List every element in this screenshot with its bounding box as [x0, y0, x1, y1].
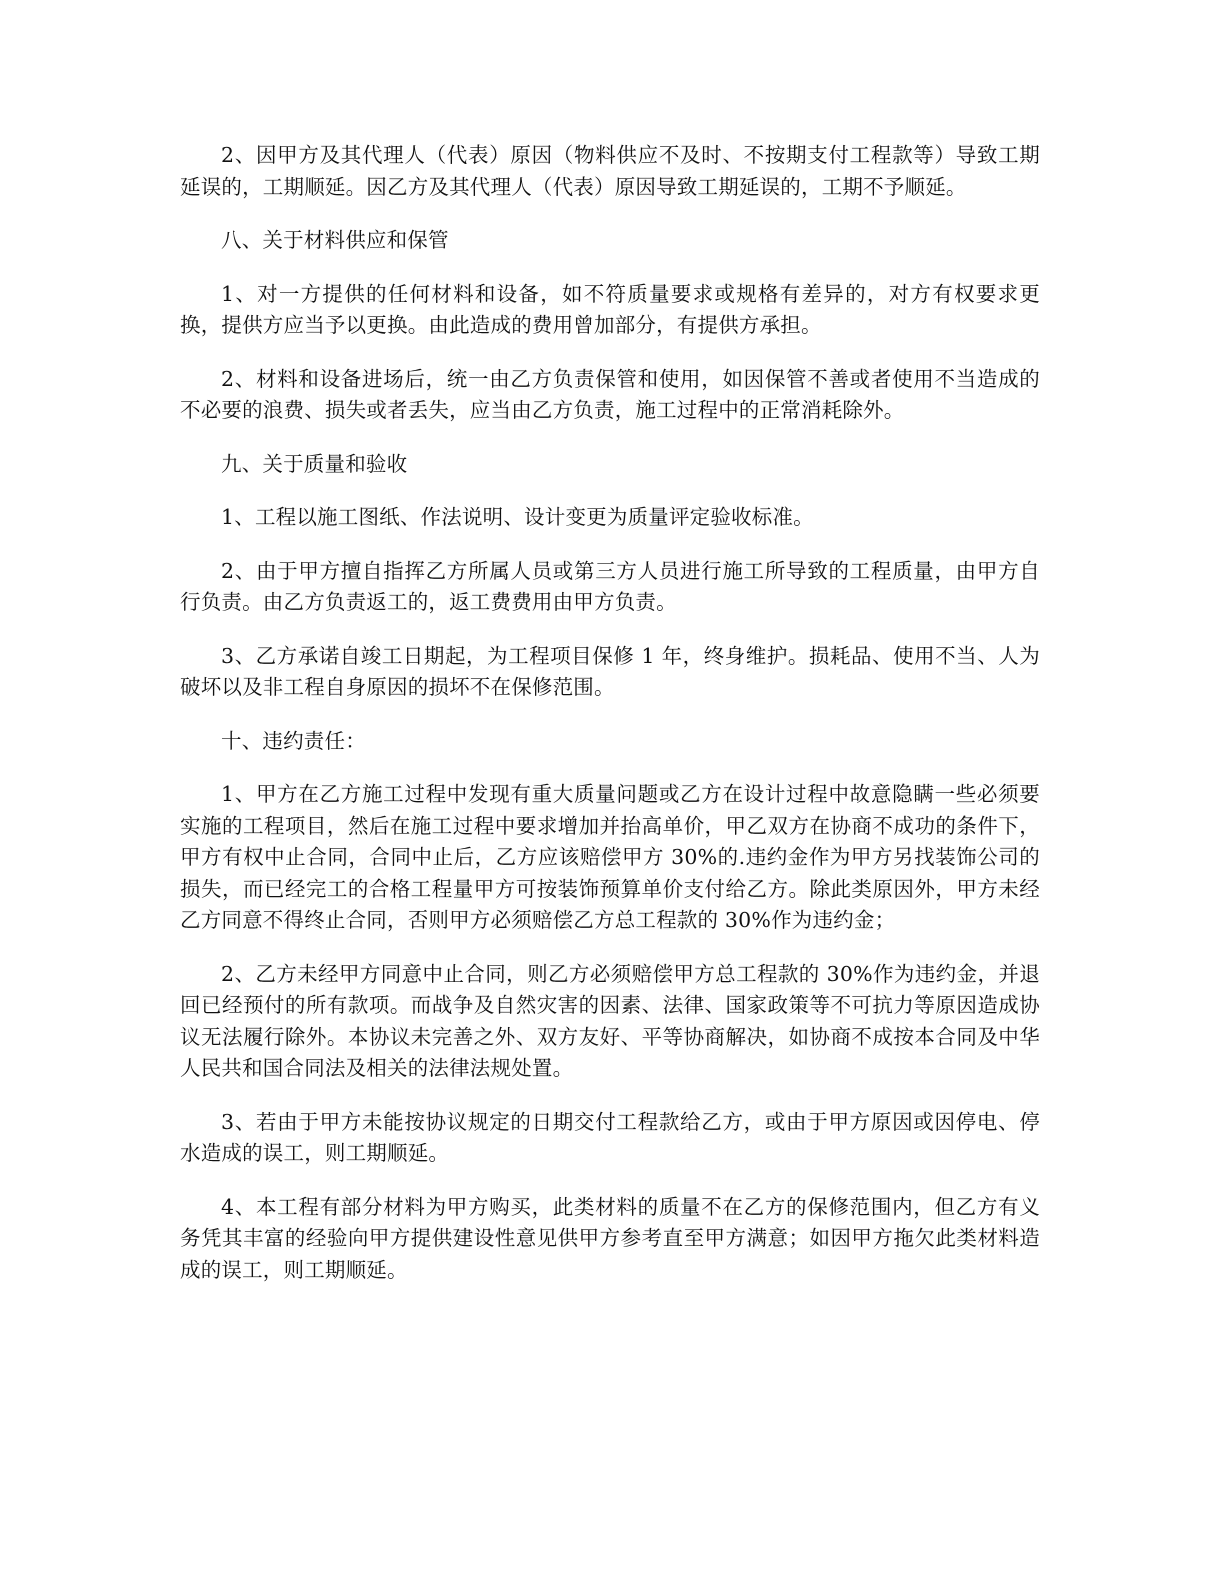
document-page [180, 140, 1040, 1308]
section-heading-8: 八、关于材料供应和保管 [221, 228, 449, 252]
clause-10-2: 2、乙方未经甲方同意中止合同，则乙方必须赔偿甲方总工程款的 30%作为违约金，并退回已经预付的所有款项。而战争及自然灾害的因素、法律、国家政策等不可抗力等原因造成协议无法履行除外。本协议未完善之外、双方友好、平等协商解决，如协商不成按本合同及中华人民共和国合同法及相关的法律法规处置。 [180, 961, 1040, 1080]
clause-8-1: 1、对一方提供的任何材料和设备，如不符质量要求或规格有差异的，对方有权要求更换，提供方应当予以更换。由此造成的费用曾加部分，有提供方承担。 [180, 281, 1040, 337]
clause-8-2: 2、材料和设备进场后，统一由乙方负责保管和使用，如因保管不善或者使用不当造成的不必要的浪费、损失或者丢失，应当由乙方负责，施工过程中的正常消耗除外。 [180, 366, 1040, 422]
clause-9-1: 1、工程以施工图纸、作法说明、设计变更为质量评定验收标准。 [221, 505, 814, 529]
section-heading-10: 十、违约责任： [221, 728, 366, 753]
clause-9-2: 2、由于甲方擅自指挥乙方所属人员或第三方人员进行施工所导致的工程质量，由甲方自行负责。由乙方负责返工的，返工费费用由甲方负责。 [180, 558, 1040, 614]
section-heading-9: 九、关于质量和验收 [221, 451, 408, 476]
clause-10-3: 3、若由于甲方未能按协议规定的日期交付工程款给乙方，或由于甲方原因或因停电、停水造成的误工，则工期顺延。 [180, 1109, 1040, 1165]
clause-7-2: 2、因甲方及其代理人（代表）原因（物料供应不及时、不按期支付工程款等）导致工期延误的，工期顺延。因乙方及其代理人（代表）原因导致工期延误的，工期不予顺延。 [180, 143, 1040, 199]
clause-10-1: 1、甲方在乙方施工过程中发现有重大质量问题或乙方在设计过程中故意隐瞒一些必须要实施的工程项目，然后在施工过程中要求增加并抬高单价，甲乙双方在协商不成功的条件下，甲方有权中止合同，合同中止后，乙方应该赔偿甲方 30%的.违约金作为甲方另找装饰公司的损失，而已经完工的合格工程量甲方可按装饰预算单价支付给乙方。除此类原因外，甲方未经乙方同意不得终止合同，否则甲方必须赔偿乙方总工程款的 30%作为违约金； [180, 782, 1040, 932]
clause-9-3: 3、乙方承诺自竣工日期起，为工程项目保修 1 年，终身维护。损耗品、使用不当、人为破坏以及非工程自身原因的损坏不在保修范围。 [180, 643, 1040, 699]
clause-10-4: 4、本工程有部分材料为甲方购买，此类材料的质量不在乙方的保修范围内，但乙方有义务凭其丰富的经验向甲方提供建设性意见供甲方参考直至甲方满意；如因甲方拖欠此类材料造成的误工，则工期顺延。 [180, 1194, 1040, 1282]
